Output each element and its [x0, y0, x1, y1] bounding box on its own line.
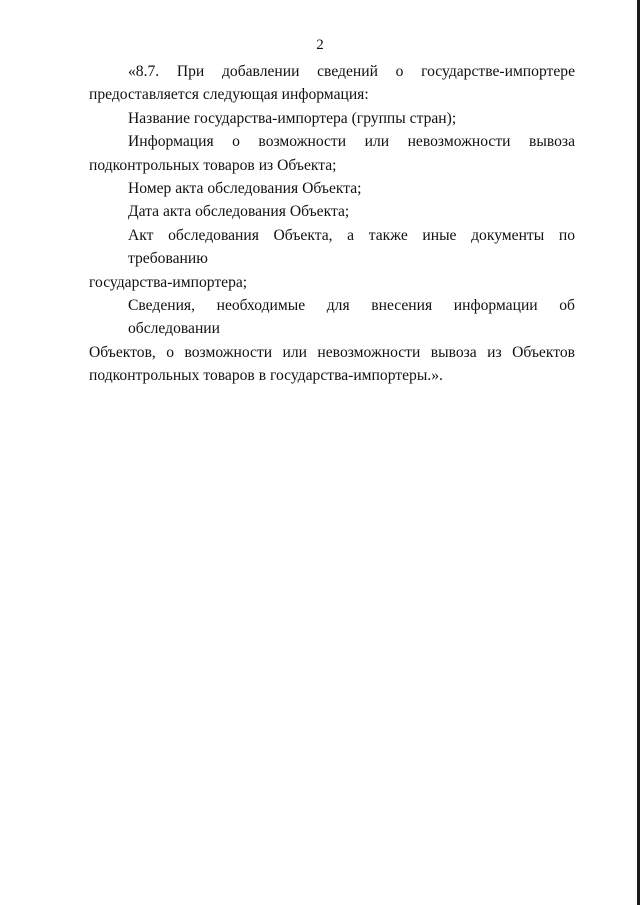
paragraph-line: подконтрольных товаров из Объекта;	[89, 156, 337, 174]
paragraph-line: предоставляется следующая информация:	[89, 86, 369, 104]
paragraph-line: Дата акта обследования Объекта;	[128, 203, 350, 221]
paragraph-inspection-act-number	[89, 177, 575, 200]
paragraph-export-possibility	[89, 130, 575, 177]
paragraph-importer-name	[89, 107, 575, 130]
paragraph-line: государства-импортера;	[89, 273, 248, 291]
paragraph-8-7-intro	[89, 60, 575, 107]
page-number: 2	[316, 37, 324, 53]
paragraph-line: Акт обследования Объекта, а также иные документы по требованию	[128, 226, 575, 268]
document-body	[89, 60, 575, 388]
paragraph-line: Объектов, о возможности или невозможности вывоза из Объектов	[89, 343, 575, 361]
paragraph-line: Название государства-импортера (группы стран);	[128, 109, 457, 127]
paragraph-line: «8.7. При добавлении сведений о государстве-импортере	[128, 63, 575, 80]
paragraph-line: подконтрольных товаров в государства-импортеры.».	[89, 367, 443, 385]
paragraph-line: Номер акта обследования Объекта;	[128, 180, 362, 198]
paragraph-line: Сведения, необходимые для внесения информации об обследовании	[128, 297, 575, 338]
paragraph-inspection-act-documents	[89, 224, 575, 294]
paragraph-required-information	[89, 294, 575, 388]
paragraph-line: Информация о возможности или невозможности вывоза	[128, 133, 575, 151]
paragraph-inspection-act-date	[89, 200, 575, 223]
